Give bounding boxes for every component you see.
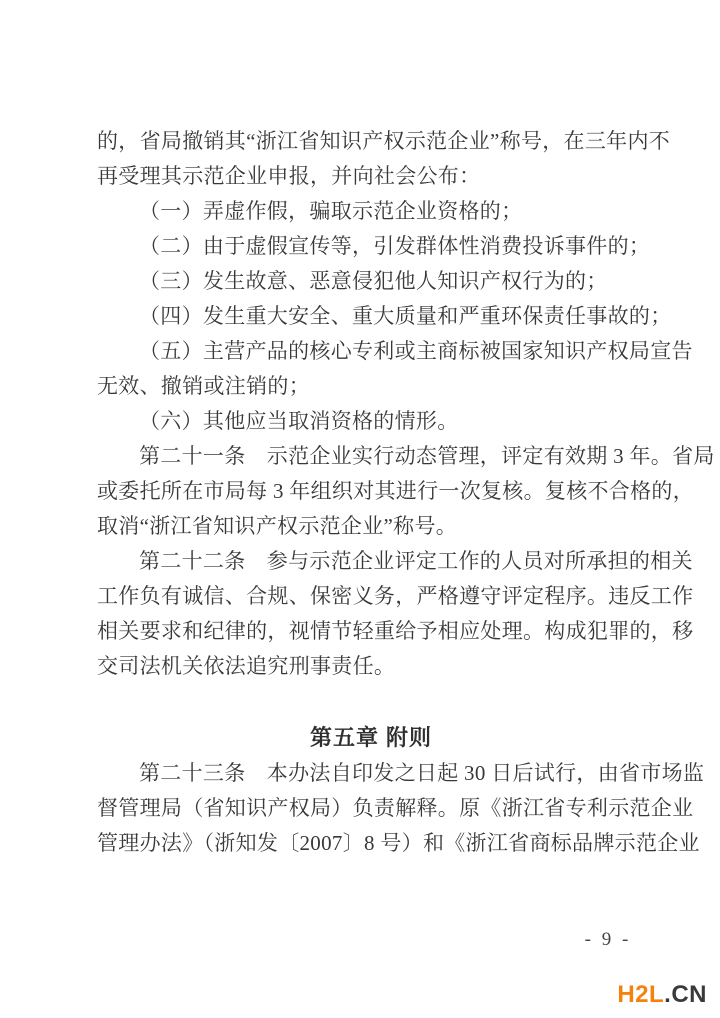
body-line: 交司法机关依法追究刑事责任。 <box>97 654 396 678</box>
body-line: 第二十三条 本办法自印发之日起 30 日后试行，由省市场监 <box>139 761 705 785</box>
body-line: 或委托所在市局每 3 年组织对其进行一次复核。复核不合格的， <box>97 479 694 503</box>
watermark-logo <box>617 983 707 1007</box>
body-line: （一）弄虚作假，骗取示范企业资格的； <box>139 199 523 223</box>
body-line: 督管理局（省知识产权局）负责解释。原《浙江省专利示范企业 <box>97 796 694 820</box>
body-line: 再受理其示范企业申报，并向社会公布： <box>97 164 481 188</box>
body-line: 第二十二条 参与示范企业评定工作的人员对所承担的相关 <box>139 549 693 573</box>
body-line: （二）由于虚假宣传等，引发群体性消费投诉事件的； <box>139 234 651 258</box>
page-number: - 9 - <box>584 929 632 950</box>
body-line: 相关要求和纪律的，视情节轻重给予相应处理。构成犯罪的，移 <box>97 619 694 643</box>
body-line: 工作负有诚信、合规、保密义务，严格遵守评定程序。违反工作 <box>97 584 694 608</box>
body-line: （六）其他应当取消资格的情形。 <box>139 409 459 433</box>
chapter-heading: 第五章 附则 <box>309 725 433 750</box>
body-line: （五）主营产品的核心专利或主商标被国家知识产权局宣告 <box>139 339 693 363</box>
body-line: 管理办法》（浙知发〔2007〕8 号）和《浙江省商标品牌示范企业 <box>97 831 700 855</box>
watermark-primary-text: H2L <box>617 981 665 1008</box>
body-line: 第二十一条 示范企业实行动态管理，评定有效期 3 年。省局 <box>139 444 715 468</box>
body-line: 取消“浙江省知识产权示范企业”称号。 <box>97 514 458 538</box>
body-line: 的，省局撤销其“浙江省知识产权示范企业”称号，在三年内不 <box>97 129 671 153</box>
body-line: 无效、撤销或注销的； <box>97 374 310 398</box>
body-line: （三）发生故意、恶意侵犯他人知识产权行为的； <box>139 269 608 293</box>
watermark-secondary-text: .CN <box>664 981 707 1008</box>
body-line: （四）发生重大安全、重大质量和严重环保责任事故的； <box>139 304 672 328</box>
document-body <box>97 124 715 861</box>
